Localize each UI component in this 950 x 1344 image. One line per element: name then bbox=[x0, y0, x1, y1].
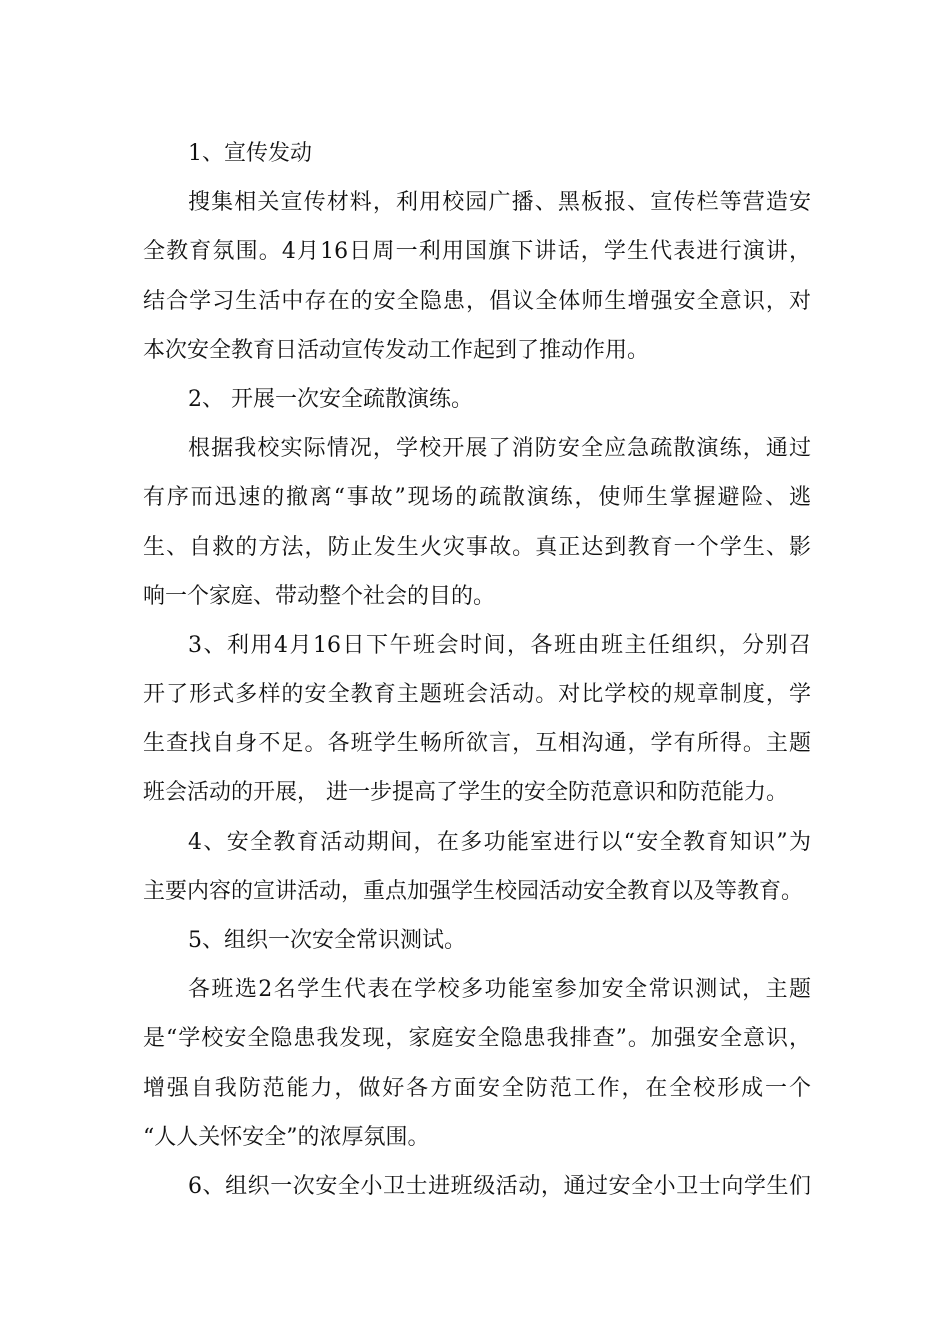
paragraph-line: 是“学校安全隐患我发现，家庭安全隐患我排查”。加强安全意识， bbox=[143, 1026, 811, 1052]
document-body bbox=[143, 129, 811, 1211]
paragraph-line: 本次安全教育日活动宣传发动工作起到了推动作用。 bbox=[143, 337, 650, 363]
paragraph-line: 6、组织一次安全小卫士进班级活动，通过安全小卫士向学生们 bbox=[188, 1173, 811, 1199]
paragraph-line: 生、自救的方法，防止发生火灾事故。真正达到教育一个学生、影 bbox=[143, 534, 811, 560]
paragraph-line: 开了形式多样的安全教育主题班会活动。对比学校的规章制度，学 bbox=[143, 682, 811, 708]
paragraph-line: 响一个家庭、带动整个社会的目的。 bbox=[143, 583, 496, 609]
paragraph-line: 有序而迅速的撤离“事故”现场的疏散演练，使师生掌握避险、逃 bbox=[143, 485, 811, 511]
paragraph-line: 结合学习生活中存在的安全隐患，倡议全体师生增强安全意识，对 bbox=[143, 288, 811, 314]
paragraph-line: 全教育氛围。4月16日周一利用国旗下讲话，学生代表进行演讲， bbox=[143, 239, 811, 265]
section-heading: 2、 开展一次安全疏散演练。 bbox=[188, 386, 473, 412]
paragraph-line: 生查找自身不足。各班学生畅所欲言，互相沟通，学有所得。主题 bbox=[143, 731, 811, 757]
paragraph-line: 班会活动的开展， 进一步提高了学生的安全防范意识和防范能力。 bbox=[143, 780, 788, 806]
section-heading: 5、组织一次安全常识测试。 bbox=[188, 928, 466, 953]
paragraph-line: 增强自我防范能力，做好各方面安全防范工作，在全校形成一个 bbox=[143, 1075, 811, 1101]
paragraph-line: 根据我校实际情况，学校开展了消防安全应急疏散演练，通过 bbox=[188, 436, 811, 462]
section-heading: 1、宣传发动 bbox=[188, 141, 312, 166]
paragraph-line: “人人关怀安全”的浓厚氛围。 bbox=[143, 1124, 430, 1150]
paragraph-line: 主要内容的宣讲活动，重点加强学生校园活动安全教育以及等教育。 bbox=[143, 878, 804, 904]
paragraph-line: 各班选2名学生代表在学校多功能室参加安全常识测试，主题 bbox=[188, 977, 811, 1003]
paragraph-line: 3、利用4月16日下午班会时间，各班由班主任组织，分别召 bbox=[188, 632, 811, 658]
paragraph-line: 搜集相关宣传材料，利用校园广播、黑板报、宣传栏等营造安 bbox=[188, 190, 811, 216]
paragraph-line: 4、安全教育活动期间，在多功能室进行以“安全教育知识”为 bbox=[188, 829, 811, 855]
